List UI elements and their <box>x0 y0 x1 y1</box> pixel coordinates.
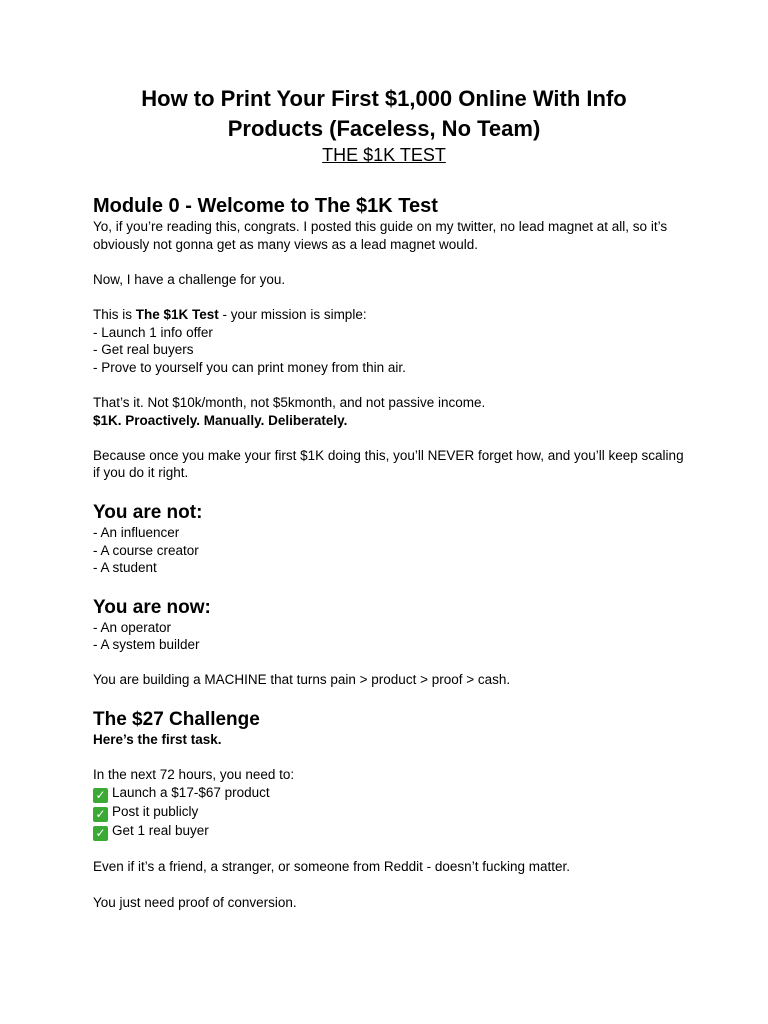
next72: In the next 72 hours, you need to: <box>93 767 295 783</box>
module0-emphasis <box>93 412 688 430</box>
module0-because: Because once you make your first $1K doing this, you’ll NEVER forget how, and you’ll keep scaling if you do it right. <box>93 447 684 481</box>
you-are-now-heading: You are now: <box>93 596 211 618</box>
checklist-item-label: Launch a $17-$67 product <box>112 784 270 800</box>
list-item: - An influencer <box>93 524 180 540</box>
check-mark-icon: ✓ <box>93 807 108 822</box>
proof-statement: You just need proof of conversion. <box>93 894 297 910</box>
list-item: - A course creator <box>93 542 199 558</box>
machine-statement: You are building a MACHINE that turns pain > product > proof > cash. <box>93 672 511 688</box>
document-page <box>93 84 688 911</box>
module0-challenge: Now, I have a challenge for you. <box>93 271 286 287</box>
document-subtitle: THE $1K TEST <box>322 145 446 165</box>
list-item: - Launch 1 info offer <box>93 324 213 340</box>
list-item: - Get real buyers <box>93 342 194 358</box>
challenge27-heading: The $27 Challenge <box>93 709 260 731</box>
emphasis-text: $1K. Proactively. Manually. Deliberately. <box>93 412 348 428</box>
list-item: - A system builder <box>93 637 200 653</box>
checklist-item <box>93 803 688 822</box>
you-are-not-heading: You are not: <box>93 501 203 523</box>
checklist-item-label: Get 1 real buyer <box>112 822 209 838</box>
module0-heading: Module 0 - Welcome to The $1K Test <box>93 195 438 217</box>
checklist-item-label: Post it publicly <box>112 803 199 819</box>
list-item: - Prove to yourself you can print money from thin air. <box>93 359 406 375</box>
even-if: Even if it’s a friend, a stranger, or someone from Reddit - doesn’t fucking matter. <box>93 859 570 875</box>
mission-bold: The $1K Test <box>135 306 219 322</box>
checklist-item <box>93 822 688 841</box>
document-title: How to Print Your First $1,000 Online With Info Products (Faceless, No Team) <box>141 86 627 141</box>
checklist-item <box>93 784 688 803</box>
list-item: - A student <box>93 560 157 576</box>
check-mark-icon: ✓ <box>93 826 108 841</box>
module0-intro: Yo, if you’re reading this, congrats. I posted this guide on my twitter, no lead magnet at all, so it’s obviously not gonna get as many views as a lead magnet would. <box>93 219 668 252</box>
check-mark-icon: ✓ <box>93 788 108 803</box>
module0-mission <box>93 306 688 324</box>
mission-prefix: This is <box>93 306 136 322</box>
mission-suffix: - your mission is simple: <box>218 306 367 322</box>
first-task <box>93 731 688 749</box>
list-item: - An operator <box>93 619 172 635</box>
first-task-text: Here’s the first task. <box>93 732 222 748</box>
module0-thats-it: That’s it. Not $10k/month, not $5kmonth, and not passive income. <box>93 394 486 410</box>
